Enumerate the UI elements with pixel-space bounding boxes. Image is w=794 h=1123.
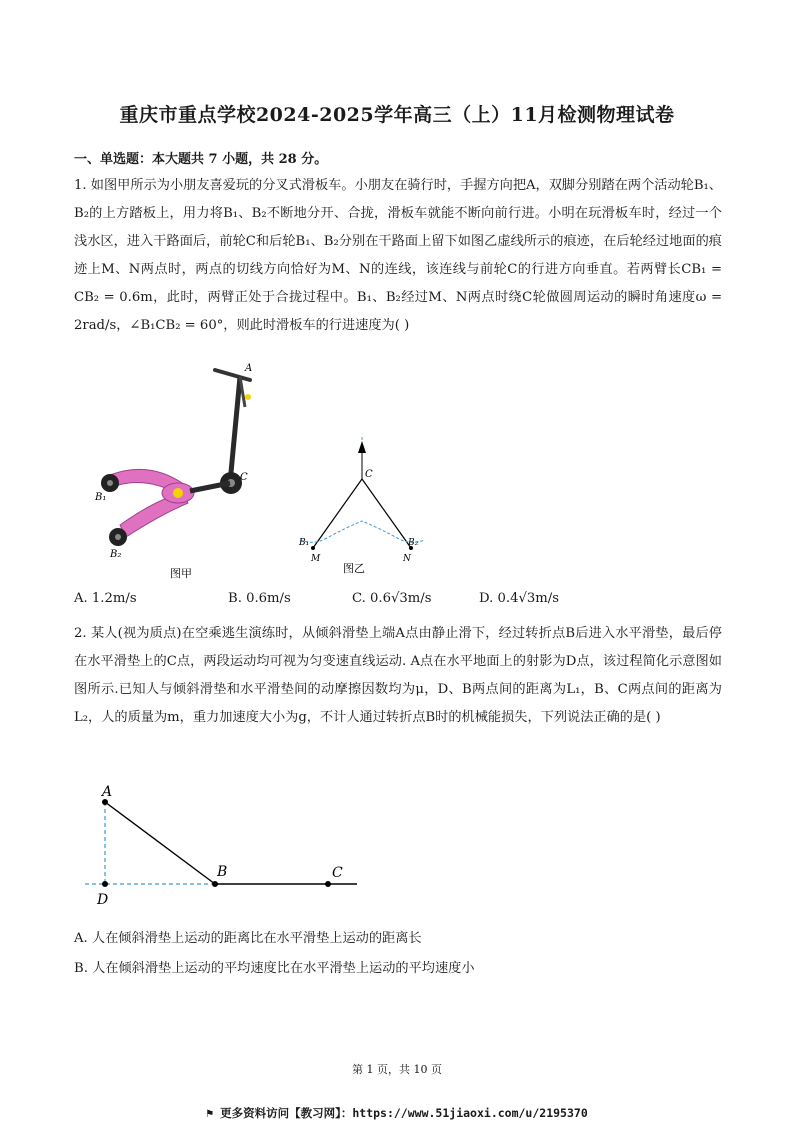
page-title: 重庆市重点学校2024-2025学年高三（上）11月检测物理试卷 bbox=[119, 104, 675, 126]
promo-text: 更多资料访问【教习网】：https://www.51jiaoxi.com/u/2195370 bbox=[220, 1106, 588, 1120]
option-c[interactable]: C. 0.6√3m/s bbox=[352, 591, 432, 606]
fig-a-label-b2: B₂ bbox=[110, 549, 122, 560]
fig-b-label-m: M bbox=[311, 554, 321, 564]
figure-scooter bbox=[90, 365, 260, 580]
promo-link[interactable] bbox=[0, 1105, 794, 1121]
option-a[interactable]: A. 1.2m/s bbox=[74, 591, 137, 606]
fig-q2-label-d: D bbox=[97, 892, 109, 908]
figure-trace-diagram bbox=[295, 435, 430, 580]
fig-a-label-a: A bbox=[245, 363, 253, 374]
q2-option-a[interactable]: A. 人在倾斜滑垫上运动的距离比在水平滑垫上运动的距离长 bbox=[74, 931, 422, 946]
figure-slide-diagram bbox=[85, 780, 365, 910]
section-heading: 一、单选题：本大题共 7 小题，共 28 分。 bbox=[74, 152, 328, 167]
fig-b-caption: 图乙 bbox=[343, 562, 365, 575]
question-1-options bbox=[74, 591, 722, 613]
fig-a-label-c: C bbox=[240, 472, 248, 483]
fig-q2-label-c: C bbox=[332, 865, 343, 881]
fig-b-label-b2: B₂ bbox=[408, 538, 419, 548]
page-footer: 第 1 页，共 10 页 bbox=[352, 1063, 442, 1076]
flag-icon: ⚑ bbox=[206, 1106, 221, 1120]
fig-a-caption: 图甲 bbox=[170, 567, 192, 580]
option-b[interactable]: B. 0.6m/s bbox=[228, 591, 291, 606]
fig-q2-label-a: A bbox=[102, 784, 113, 800]
fig-b-label-b1: B₁ bbox=[299, 538, 310, 548]
option-d[interactable]: D. 0.4√3m/s bbox=[479, 591, 559, 606]
fig-q2-label-b: B bbox=[217, 864, 228, 880]
fig-a-label-b1: B₁ bbox=[95, 492, 107, 503]
question-2-text: 2. 某人(视为质点)在空乘逃生演练时，从倾斜滑垫上端A点由静止滑下，经过转折点B后进入水平滑垫，最后停在水平滑垫上的C点，两段运动均可视为匀变速直线运动. A点在水平地面上的射影为D点，该过程简化示意图如图所示.已知人与倾斜滑垫和水平滑垫间的动摩擦因数均为μ，D、B两点间的距离为L₁，B、C两点间的距离为L₂，人的质量为m，重力加速度大小为g，不计人通过转折点B时的机械能损失，下列说法正确的是( ) bbox=[74, 626, 722, 725]
fig-b-label-n: N bbox=[403, 554, 411, 564]
fig-b-label-c: C bbox=[365, 469, 373, 480]
q2-option-b[interactable]: B. 人在倾斜滑垫上运动的平均速度比在水平滑垫上运动的平均速度小 bbox=[74, 961, 475, 976]
question-1-text: 1. 如图甲所示为小朋友喜爱玩的分叉式滑板车。小朋友在骑行时，手握方向把A，双脚分别踏在两个活动轮B₁、B₂的上方踏板上，用力将B₁、B₂不断地分开、合拢，滑板车就能不断向前行进。小明在玩滑板车时，经过一个浅水区，进入干路面后，前轮C和后轮B₁、B₂分别在干路面上留下如图乙虚线所示的痕迹，在后轮经过地面的痕迹上M、N两点时，两点的切线方向恰好为M、N的连线，该连线与前轮C的行进方向垂直。若两臂长CB₁ = CB₂ = 0.6m，此时，两臂正处于合拢过程中。B₁、B₂经过M、N两点时绕C轮做圆周运动的瞬时角速度ω = 2rad/s，∠B₁CB₂ = 60°，则此时滑板车的行进速度为( ) bbox=[74, 178, 722, 333]
